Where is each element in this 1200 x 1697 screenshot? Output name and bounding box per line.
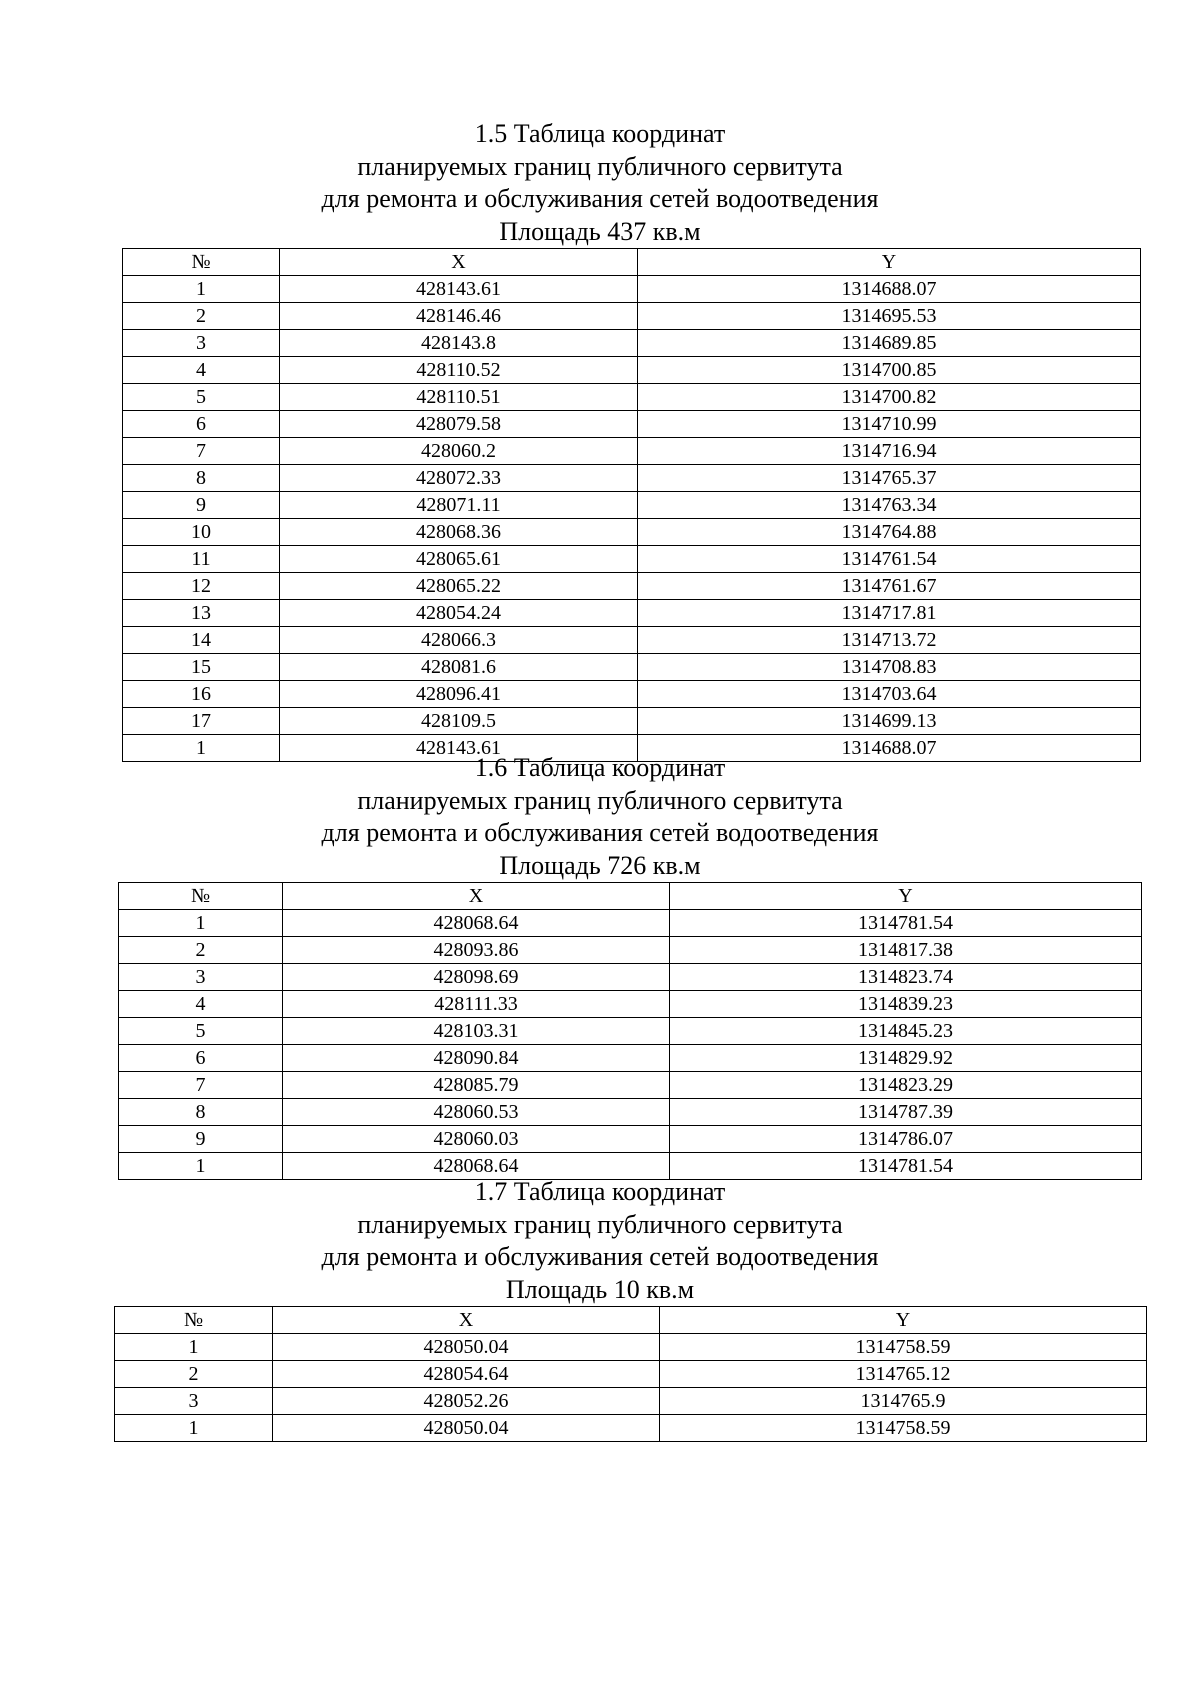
table-row	[123, 546, 1141, 573]
y-coordinate: 1314695.53	[638, 303, 1141, 330]
point-number: 12	[123, 573, 280, 600]
x-coordinate: 428060.2	[280, 438, 638, 465]
x-coordinate: 428143.61	[280, 276, 638, 303]
heading-line: 1.5 Таблица координат	[474, 119, 726, 148]
column-header-y: Y	[638, 249, 1141, 276]
table-row	[123, 708, 1141, 735]
point-number: 6	[119, 1045, 283, 1072]
x-coordinate: 428060.53	[283, 1099, 670, 1126]
point-number: 3	[119, 964, 283, 991]
column-header-number: №	[119, 883, 283, 910]
y-coordinate: 1314761.54	[638, 546, 1141, 573]
table-heading	[0, 118, 1200, 248]
table-row	[123, 654, 1141, 681]
table-header-row	[123, 249, 1141, 276]
area-line: Площадь 437 кв.м	[499, 216, 701, 246]
point-number: 1	[119, 910, 283, 937]
point-number: 8	[119, 1099, 283, 1126]
x-coordinate: 428096.41	[280, 681, 638, 708]
x-coordinate: 428050.04	[273, 1415, 660, 1442]
table-row	[115, 1334, 1147, 1361]
coordinates-table	[114, 1306, 1147, 1442]
column-header-y: Y	[670, 883, 1142, 910]
point-number: 8	[123, 465, 280, 492]
x-coordinate: 428103.31	[283, 1018, 670, 1045]
x-coordinate: 428079.58	[280, 411, 638, 438]
x-coordinate: 428068.36	[280, 519, 638, 546]
y-coordinate: 1314781.54	[670, 910, 1142, 937]
point-number: 6	[123, 411, 280, 438]
table-row	[119, 937, 1142, 964]
y-coordinate: 1314700.82	[638, 384, 1141, 411]
table-row	[123, 627, 1141, 654]
table-row	[119, 1072, 1142, 1099]
area-line: Площадь 10 кв.м	[505, 1274, 695, 1304]
point-number: 2	[119, 937, 283, 964]
x-coordinate: 428060.03	[283, 1126, 670, 1153]
y-coordinate: 1314763.34	[638, 492, 1141, 519]
heading-line: для ремонта и обслуживания сетей водоотведения	[321, 1242, 879, 1271]
y-coordinate: 1314716.94	[638, 438, 1141, 465]
y-coordinate: 1314689.85	[638, 330, 1141, 357]
table-row	[115, 1415, 1147, 1442]
column-header-x: X	[273, 1307, 660, 1334]
y-coordinate: 1314699.13	[638, 708, 1141, 735]
x-coordinate: 428109.5	[280, 708, 638, 735]
x-coordinate: 428068.64	[283, 910, 670, 937]
y-coordinate: 1314758.59	[660, 1334, 1147, 1361]
x-coordinate: 428068.64	[283, 1153, 670, 1180]
table-row	[123, 681, 1141, 708]
y-coordinate: 1314708.83	[638, 654, 1141, 681]
y-coordinate: 1314765.12	[660, 1361, 1147, 1388]
y-coordinate: 1314765.37	[638, 465, 1141, 492]
table-heading	[0, 1176, 1200, 1306]
x-coordinate: 428110.52	[280, 357, 638, 384]
y-coordinate: 1314787.39	[670, 1099, 1142, 1126]
point-number: 1	[115, 1334, 273, 1361]
table-row	[123, 330, 1141, 357]
table-row	[115, 1388, 1147, 1415]
x-coordinate: 428111.33	[283, 991, 670, 1018]
table-row	[123, 438, 1141, 465]
column-header-number: №	[115, 1307, 273, 1334]
y-coordinate: 1314845.23	[670, 1018, 1142, 1045]
table-row	[123, 573, 1141, 600]
x-coordinate: 428050.04	[273, 1334, 660, 1361]
x-coordinate: 428110.51	[280, 384, 638, 411]
y-coordinate: 1314829.92	[670, 1045, 1142, 1072]
table-row	[119, 910, 1142, 937]
point-number: 5	[123, 384, 280, 411]
y-coordinate: 1314700.85	[638, 357, 1141, 384]
point-number: 15	[123, 654, 280, 681]
point-number: 7	[119, 1072, 283, 1099]
point-number: 1	[123, 276, 280, 303]
point-number: 7	[123, 438, 280, 465]
column-header-y: Y	[660, 1307, 1147, 1334]
heading-line: 1.7 Таблица координат	[474, 1177, 726, 1206]
section-1-5	[0, 118, 1200, 762]
x-coordinate: 428066.3	[280, 627, 638, 654]
y-coordinate: 1314823.29	[670, 1072, 1142, 1099]
column-header-x: X	[283, 883, 670, 910]
table-header-row	[119, 883, 1142, 910]
point-number: 1	[119, 1153, 283, 1180]
table-row	[115, 1361, 1147, 1388]
point-number: 9	[123, 492, 280, 519]
point-number: 2	[123, 303, 280, 330]
point-number: 1	[115, 1415, 273, 1442]
point-number: 11	[123, 546, 280, 573]
point-number: 2	[115, 1361, 273, 1388]
heading-line: для ремонта и обслуживания сетей водоотведения	[321, 184, 879, 213]
point-number: 13	[123, 600, 280, 627]
y-coordinate: 1314758.59	[660, 1415, 1147, 1442]
y-coordinate: 1314823.74	[670, 964, 1142, 991]
table-row	[119, 1126, 1142, 1153]
point-number: 10	[123, 519, 280, 546]
section-1-7	[0, 1176, 1200, 1442]
heading-line: планируемых границ публичного сервитута	[357, 151, 843, 181]
x-coordinate: 428071.11	[280, 492, 638, 519]
y-coordinate: 1314688.07	[638, 276, 1141, 303]
section-1-6	[0, 752, 1200, 1180]
y-coordinate: 1314786.07	[670, 1126, 1142, 1153]
table-row	[119, 1099, 1142, 1126]
table-row	[123, 303, 1141, 330]
x-coordinate: 428054.64	[273, 1361, 660, 1388]
y-coordinate: 1314703.64	[638, 681, 1141, 708]
y-coordinate: 1314817.38	[670, 937, 1142, 964]
heading-line: 1.6 Таблица координат	[474, 753, 726, 782]
coordinates-table	[122, 248, 1141, 762]
table-row	[123, 411, 1141, 438]
x-coordinate: 428146.46	[280, 303, 638, 330]
x-coordinate: 428093.86	[283, 937, 670, 964]
x-coordinate: 428052.26	[273, 1388, 660, 1415]
heading-line: для ремонта и обслуживания сетей водоотведения	[321, 818, 879, 847]
y-coordinate: 1314688.07	[638, 735, 1141, 762]
point-number: 4	[123, 357, 280, 384]
x-coordinate: 428085.79	[283, 1072, 670, 1099]
y-coordinate: 1314839.23	[670, 991, 1142, 1018]
point-number: 16	[123, 681, 280, 708]
point-number: 1	[123, 735, 280, 762]
table-row	[119, 1018, 1142, 1045]
point-number: 3	[115, 1388, 273, 1415]
point-number: 9	[119, 1126, 283, 1153]
heading-line: планируемых границ публичного сервитута	[357, 785, 843, 815]
x-coordinate: 428143.61	[280, 735, 638, 762]
area-line: Площадь 726 кв.м	[499, 850, 701, 880]
y-coordinate: 1314713.72	[638, 627, 1141, 654]
y-coordinate: 1314781.54	[670, 1153, 1142, 1180]
x-coordinate: 428090.84	[283, 1045, 670, 1072]
y-coordinate: 1314717.81	[638, 600, 1141, 627]
table-row	[123, 600, 1141, 627]
column-header-x: X	[280, 249, 638, 276]
point-number: 4	[119, 991, 283, 1018]
x-coordinate: 428065.22	[280, 573, 638, 600]
x-coordinate: 428098.69	[283, 964, 670, 991]
point-number: 17	[123, 708, 280, 735]
table-row	[119, 964, 1142, 991]
y-coordinate: 1314761.67	[638, 573, 1141, 600]
x-coordinate: 428054.24	[280, 600, 638, 627]
table-row	[119, 991, 1142, 1018]
table-heading	[0, 752, 1200, 882]
table-row	[123, 465, 1141, 492]
table-row	[123, 276, 1141, 303]
y-coordinate: 1314710.99	[638, 411, 1141, 438]
y-coordinate: 1314764.88	[638, 519, 1141, 546]
point-number: 3	[123, 330, 280, 357]
point-number: 14	[123, 627, 280, 654]
x-coordinate: 428072.33	[280, 465, 638, 492]
coordinates-table	[118, 882, 1142, 1180]
x-coordinate: 428143.8	[280, 330, 638, 357]
x-coordinate: 428081.6	[280, 654, 638, 681]
y-coordinate: 1314765.9	[660, 1388, 1147, 1415]
heading-line: планируемых границ публичного сервитута	[357, 1209, 843, 1239]
table-row	[123, 357, 1141, 384]
x-coordinate: 428065.61	[280, 546, 638, 573]
table-row	[119, 1045, 1142, 1072]
table-row	[123, 384, 1141, 411]
point-number: 5	[119, 1018, 283, 1045]
table-row	[123, 519, 1141, 546]
table-header-row	[115, 1307, 1147, 1334]
column-header-number: №	[123, 249, 280, 276]
table-row	[123, 492, 1141, 519]
